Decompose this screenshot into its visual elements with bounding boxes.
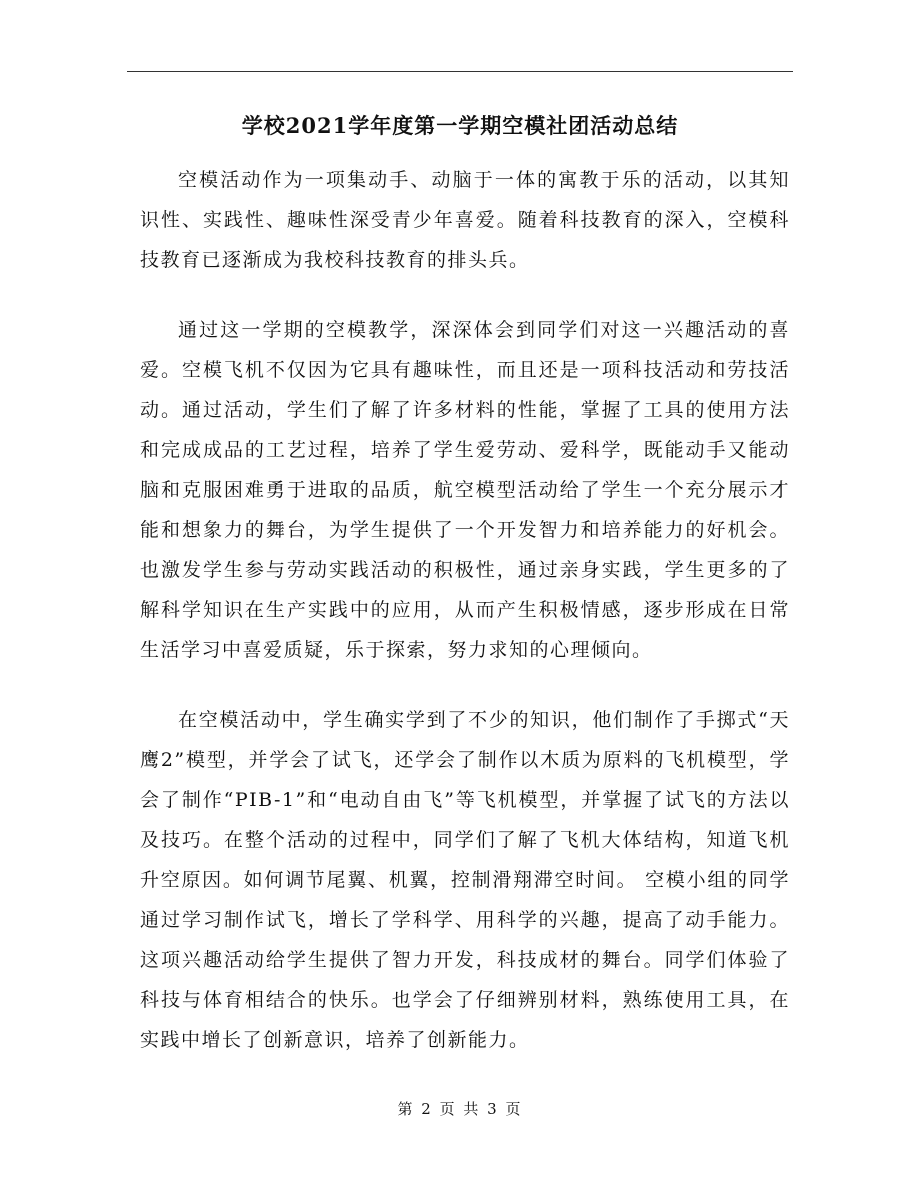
paragraph-experience: 通过这一学期的空模教学，深深体会到同学们对这一兴趣活动的喜爱。空模飞机不仅因为它具有趣味性，而且还是一项科技活动和劳技活动。通过活动，学生们了解了许多材料的性能，掌握了工具的使用方法和完成成品的工艺过程，培养了学生爱劳动、爱科学，既能动手又能动脑和克服困难勇于进取的品质，航空模型活动给了学生一个充分展示才能和想象力的舞台，为学生提供了一个开发智力和培养能力的好机会。也激发学生参与劳动实践活动的积极性，通过亲身实践，学生更多的了解科学知识在生产实践中的应用，从而产生积极情感，逐步形成在日常生活学习中喜爱质疑，乐于探索，努力求知的心理倾向。 [140, 319, 790, 661]
page-title: 学校2021学年度第一学期空模社团活动总结 [241, 113, 679, 138]
header-rule [127, 71, 793, 72]
document-body [140, 160, 790, 1090]
page-number: 第 2 页 共 3 页 [397, 1100, 523, 1118]
paragraph-intro: 空模活动作为一项集动手、动脑于一体的寓教于乐的活动，以其知识性、实践性、趣味性深受青少年喜爱。随着科技教育的深入，空模科技教育已逐渐成为我校科技教育的排头兵。 [140, 169, 790, 271]
paragraph-achievements: 在空模活动中，学生确实学到了不少的知识，他们制作了手掷式“天鹰2”模型，并学会了试飞，还学会了制作以木质为原料的飞机模型，学会了制作“PIB-1”和“电动自由飞”等飞机模型，并掌握了试飞的方法以及技巧。在整个活动的过程中，同学们了解了飞机大体结构，知道飞机升空原因。如何调节尾翼、机翼，控制滑翔滞空时间。 空模小组的同学通过学习制作试飞，增长了学科学、用科学的兴趣，提高了动手能力。这项兴趣活动给学生提供了智力开发，科技成材的舞台。同学们体验了科技与体育相结合的快乐。也学会了仔细辨别材料，熟练使用工具，在实践中增长了创新意识，培养了创新能力。 [140, 709, 790, 1051]
